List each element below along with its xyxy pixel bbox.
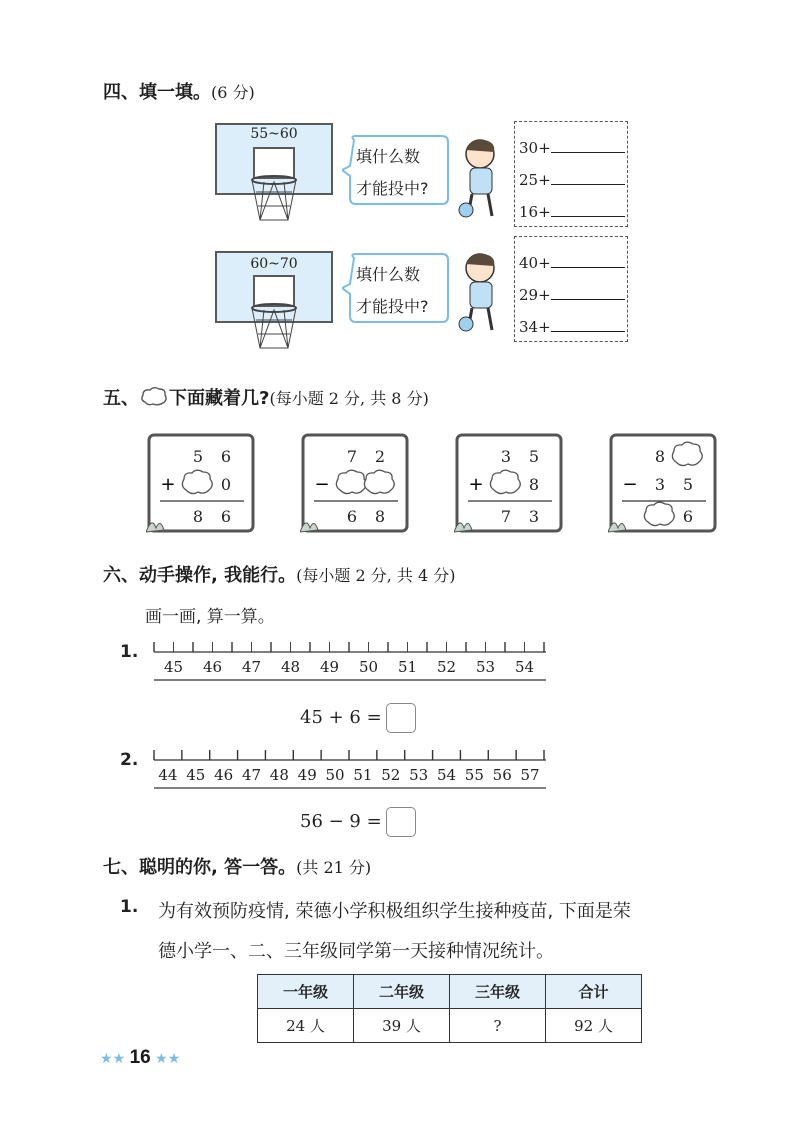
tick-label: 50: [358, 658, 379, 676]
expression-1: 45 + 6 =: [300, 703, 416, 733]
tick-label: 55: [464, 766, 484, 784]
expression-2: 56 − 9 =: [300, 807, 416, 837]
tick-label: 46: [202, 658, 223, 676]
vertical-calc-card: [146, 432, 258, 536]
table-cell: 39 人: [354, 1009, 450, 1043]
bubble-line-2: 才能投中?: [356, 297, 429, 316]
tick-label: 53: [475, 658, 496, 676]
tick-label: 56: [492, 766, 512, 784]
question-number: 1.: [120, 897, 139, 917]
boy-dribbling-icon: [454, 136, 510, 226]
answer-box[interactable]: [386, 807, 416, 837]
operator: −: [622, 474, 638, 495]
section5-heading: 五、 下面藏着几?(每小题 2 分, 共 8 分): [103, 388, 429, 409]
tick-label: 44: [158, 766, 178, 784]
page-number: 16: [129, 1047, 151, 1068]
section6-heading: 六、动手操作, 我能行。(每小题 2 分, 共 4 分): [103, 565, 456, 586]
digit: 5: [682, 475, 694, 494]
digit: 8: [528, 475, 540, 494]
tick-label: 45: [163, 658, 184, 676]
tick-label: 50: [325, 766, 345, 784]
digit: 3: [500, 447, 512, 466]
bubble-line-1: 填什么数: [356, 265, 421, 284]
number-line-1[interactable]: [150, 636, 550, 684]
tick-label: 47: [241, 658, 262, 676]
question-text-line-1: 为有效预防疫情, 荣德小学积极组织学生接种疫苗, 下面是荣: [158, 901, 631, 922]
table-header-cell: 三年级: [450, 975, 546, 1009]
number-line-2[interactable]: [150, 744, 550, 792]
fill-blank[interactable]: [551, 317, 625, 332]
hidden-digit-cloud[interactable]: [490, 470, 520, 493]
star-icon: ★: [155, 1051, 168, 1067]
star-icon: ★: [100, 1051, 113, 1067]
vertical-calc-card: [608, 432, 720, 536]
table-header-cell: 合计: [546, 975, 642, 1009]
fill-blank[interactable]: [551, 138, 625, 153]
answer-box-1: [514, 121, 628, 227]
star-icon: ★: [112, 1051, 126, 1067]
star-icon: ★: [167, 1051, 181, 1067]
addend-row: 40+: [519, 253, 625, 272]
vertical-calc-card: [454, 432, 566, 536]
table-cell: 24 人: [258, 1009, 354, 1043]
section4-heading: 四、填一填。(6 分): [103, 82, 255, 103]
tick-label: 54: [436, 766, 457, 784]
tick-label: 47: [241, 766, 262, 784]
digit: 2: [374, 447, 386, 466]
operator: +: [468, 474, 484, 495]
operator: +: [160, 474, 176, 495]
tick-label: 57: [520, 766, 540, 784]
addend-row: 25+: [519, 170, 625, 189]
vaccination-table: [257, 974, 642, 1043]
digit: 8: [192, 507, 204, 526]
digit: 6: [346, 507, 358, 526]
digit: 8: [374, 507, 386, 526]
hoop-range: 55~60: [250, 126, 298, 142]
bubble-line-2: 才能投中?: [356, 179, 429, 198]
vertical-calc-card: [300, 432, 412, 536]
table-cell: ?: [450, 1009, 546, 1043]
question-number: 2.: [120, 750, 139, 770]
fill-blank[interactable]: [551, 285, 625, 300]
addend-row: 29+: [519, 285, 625, 304]
cloud-icon: [139, 386, 169, 408]
digit: 7: [346, 447, 358, 466]
digit: 7: [500, 507, 512, 526]
digit: 5: [192, 447, 204, 466]
section6-subtitle: 画一画, 算一算。: [145, 607, 275, 627]
digit: 0: [220, 475, 232, 494]
hoop-range: 60~70: [250, 256, 298, 272]
digit: 6: [682, 507, 694, 526]
digit: 8: [654, 447, 666, 466]
tick-label: 51: [353, 766, 373, 784]
addend-row: 30+: [519, 138, 625, 157]
section7-heading: 七、聪明的你, 答一答。(共 21 分): [103, 857, 372, 878]
tick-label: 52: [381, 766, 401, 784]
hidden-digit-cloud[interactable]: [182, 470, 212, 493]
tick-label: 49: [297, 766, 317, 784]
tick-label: 53: [409, 766, 429, 784]
operator: −: [314, 474, 330, 495]
hidden-digit-cloud[interactable]: [336, 470, 366, 493]
table-cell: 92 人: [546, 1009, 642, 1043]
digit: 6: [220, 507, 232, 526]
table-header-row: [258, 975, 642, 1009]
question-number: 1.: [120, 642, 139, 662]
digit: 5: [528, 447, 540, 466]
fill-blank[interactable]: [551, 170, 625, 185]
tick-label: 51: [397, 658, 418, 676]
tick-label: 52: [436, 658, 457, 676]
addend-row: 34+: [519, 317, 625, 336]
table-header-cell: 二年级: [354, 975, 450, 1009]
bubble-line-1: 填什么数: [356, 147, 421, 166]
tick-label: 45: [186, 766, 206, 784]
digit: 3: [654, 475, 666, 494]
fill-blank[interactable]: [551, 253, 625, 268]
digit: 6: [220, 447, 232, 466]
boy-dribbling-icon: [454, 250, 510, 340]
tick-label: 49: [319, 658, 340, 676]
hidden-digit-cloud[interactable]: [672, 442, 702, 465]
answer-box[interactable]: [386, 703, 416, 733]
fill-blank[interactable]: [551, 202, 625, 217]
digit: 3: [528, 507, 540, 526]
hidden-digit-cloud[interactable]: [364, 470, 394, 493]
page-footer: [100, 1047, 180, 1069]
hidden-digit-cloud[interactable]: [644, 502, 674, 525]
tick-label: 48: [269, 766, 289, 784]
question-text-line-2: 德小学一、二、三年级同学第一天接种情况统计。: [158, 941, 554, 962]
tick-label: 46: [214, 766, 234, 784]
table-row: [258, 1009, 642, 1043]
answer-box-2: [514, 236, 628, 342]
addend-row: 16+: [519, 202, 625, 221]
tick-label: 54: [514, 658, 535, 676]
table-header-cell: 一年级: [258, 975, 354, 1009]
tick-label: 48: [280, 658, 301, 676]
